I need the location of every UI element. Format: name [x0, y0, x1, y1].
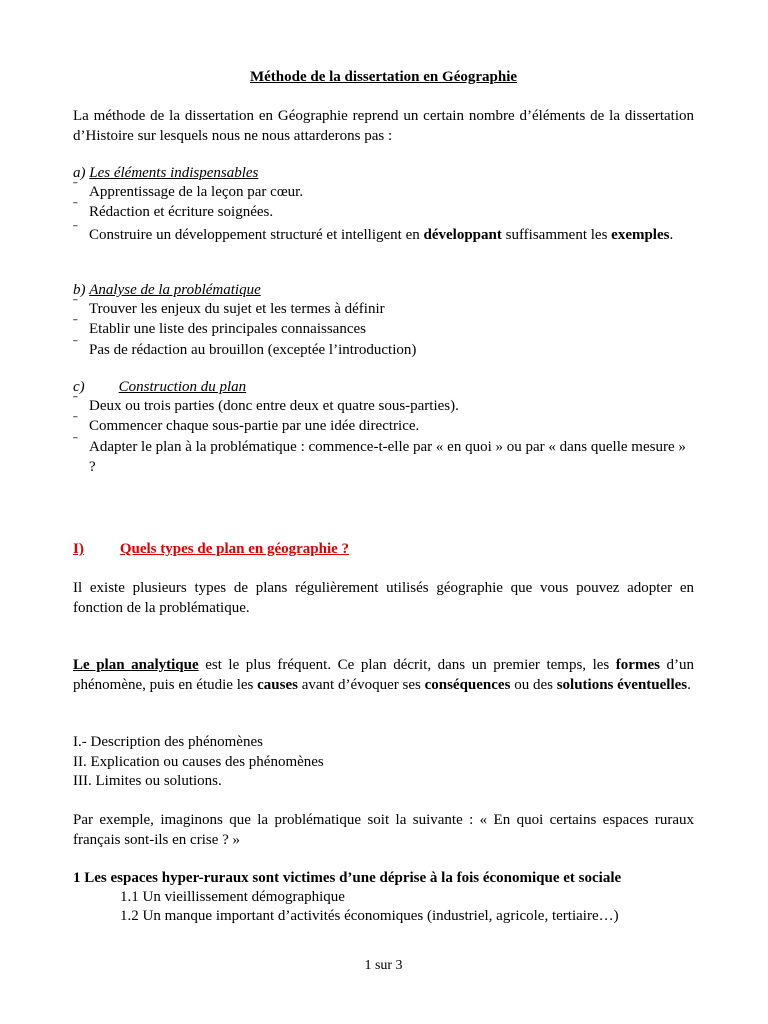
plan-types-paragraph: Il existe plusieurs types de plans régulièrement utilisés géographie que vous pouvez adopter en fonction de la problématique. [73, 580, 694, 616]
section-c-list [73, 397, 694, 477]
document-page [73, 0, 694, 1024]
part-1-title: Quels types de plan en géographie ? [119, 541, 350, 557]
example-subitem: 1.2 Un manque important d’activités économiques (industriel, agricole, tertiaire…) [120, 908, 619, 924]
list-item: ˉ Construire un développement structuré et intelligent en développant suffisamment les exemples. [73, 226, 694, 246]
list-item: ˉ Apprentissage de la leçon par cœur. [73, 183, 694, 203]
bold-term: exemples [611, 227, 670, 243]
example-subitem: 1.1 Un vieillissement démographique [120, 889, 345, 905]
list-item: ˉ Etablir une liste des principales connaissances [73, 320, 694, 340]
bold-term: solutions éventuelles [556, 676, 688, 693]
section-a-heading [73, 164, 694, 184]
bold-term: formes [615, 657, 660, 673]
section-a-title: Les éléments indispensables [89, 165, 259, 181]
intro-paragraph: La méthode de la dissertation en Géographie reprend un certain nombre d’éléments de la dissertation d’Histoire sur lesquels nous ne nous attarderons pas : [73, 108, 694, 144]
plan-step: III. Limites ou solutions. [73, 773, 222, 789]
section-b-list [73, 300, 694, 361]
list-item: ˉ Pas de rédaction au brouillon (exceptée l’introduction) [73, 341, 694, 361]
section-b-marker: b) [73, 282, 86, 298]
plan-steps [73, 733, 694, 792]
bold-term: conséquences [424, 676, 511, 693]
analytic-plan-term: Le plan analytique [73, 657, 199, 673]
list-item: ˉ Deux ou trois parties (donc entre deux et quatre sous-parties). [73, 397, 694, 417]
section-b-heading [73, 281, 694, 301]
section-a-marker: a) [73, 165, 86, 181]
bold-term: causes [257, 676, 298, 693]
plan-step: I.- Description des phénomènes [73, 734, 263, 750]
list-item: ˉ Rédaction et écriture soignées. [73, 203, 694, 223]
part-1-number: I) [73, 541, 84, 557]
list-item: ˉ Adapter le plan à la problématique : commence-t-elle par « en quoi » ou par « dans quelle mesure » ? [73, 438, 694, 477]
list-item: ˉ Trouver les enjeux du sujet et les termes à définir [73, 300, 694, 320]
example-paragraph: Par exemple, imaginons que la problématique soit la suivante : « En quoi certains espaces ruraux français sont-ils en crise ? » [73, 812, 694, 848]
section-a-list [73, 183, 694, 246]
section-b-title: Analyse de la problématique [89, 282, 261, 298]
example-heading: 1 Les espaces hyper-ruraux sont victimes d’une déprise à la fois économique et sociale [73, 870, 622, 886]
page-number: 1 sur 3 [364, 958, 403, 973]
section-c-title: Construction du plan [118, 379, 247, 395]
document-title: Méthode de la dissertation en Géographie [249, 69, 518, 85]
part-1-heading [73, 540, 694, 560]
bold-term: développant [423, 227, 502, 243]
section-c-heading [73, 378, 694, 398]
plan-step: II. Explication ou causes des phénomènes [73, 753, 324, 770]
list-item: ˉ Commencer chaque sous-partie par une idée directrice. [73, 417, 694, 437]
analytic-plan-paragraph: Le plan analytique est le plus fréquent. Ce plan décrit, dans un premier temps, les formes d’un phénomène, puis en étudie les causes avant d’évoquer ses conséquences ou des solutions éventuelles. [73, 657, 694, 693]
section-c-marker: c) [73, 379, 85, 395]
